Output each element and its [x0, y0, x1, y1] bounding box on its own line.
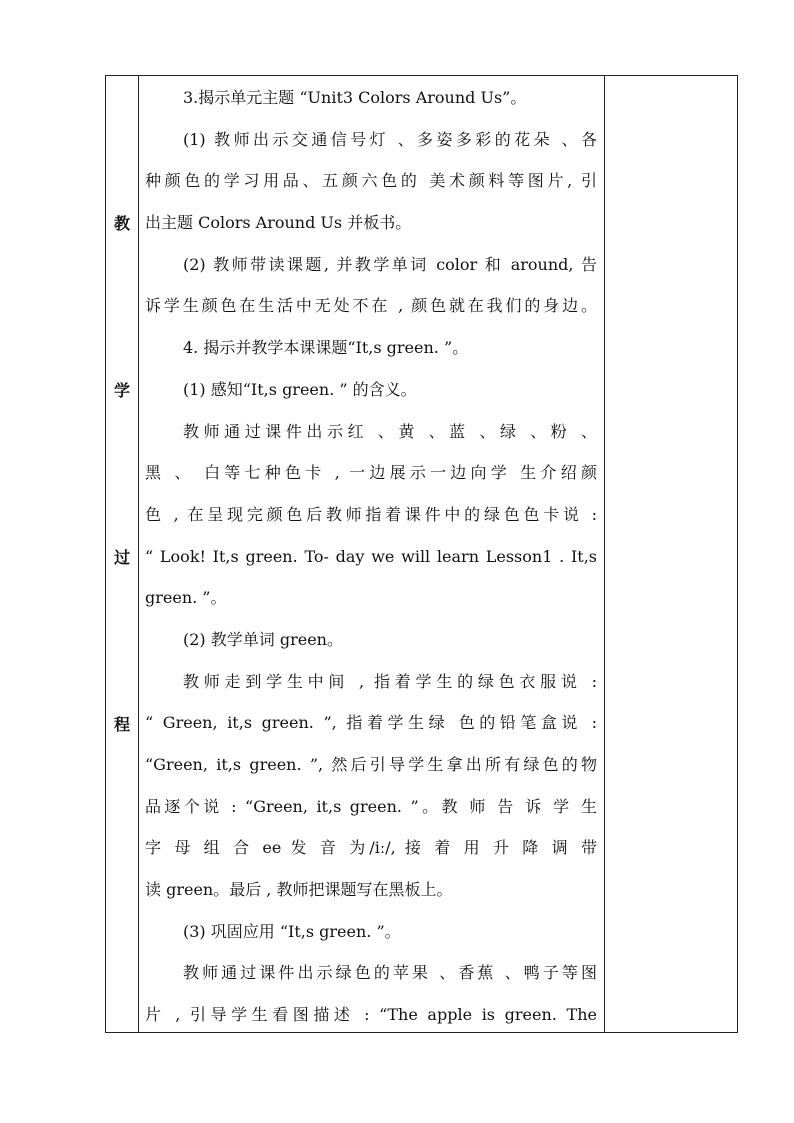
text-line: 字 母 组 合 ee 发 音 为/iː/, 接 着 用 升 降 调 带 [145, 838, 597, 858]
column-divider-left [138, 76, 139, 1032]
text-line: 教师通过课件出示红 、黄 、蓝 、绿 、粉 、 [183, 421, 597, 441]
text-line: “ Look! It,s green. To- day we will learn Lesson1 . It,s [145, 546, 597, 566]
column-divider-right [604, 76, 605, 1032]
text-line: green. ”。 [145, 588, 227, 608]
text-line: (1) 教师出示交通信号灯 、多姿多彩的花朵 、各 [183, 129, 597, 149]
text-line: “ Green, it,s green. ”, 指着学生绿 色的铅笔盒说 : [145, 713, 597, 733]
side-label-char-1: 教 [113, 214, 130, 233]
text-line: “Green, it,s green. ”, 然后引导学生拿出所有绿色的物 [145, 755, 597, 774]
text-line: 黑 、 白等七种色卡 , 一边展示一边向学 生介绍颜 [145, 463, 597, 483]
text-line: (2) 教学单词 green。 [183, 629, 343, 649]
text-line: 教师通过课件出示绿色的苹果 、香蕉 、鸭子等图 [183, 963, 597, 983]
side-label-char-4: 程 [113, 715, 130, 734]
text-line: 教师走到学生中间 , 指着学生的绿色衣服说 : [183, 671, 597, 691]
text-line: 3.揭示单元主题 “Unit3 Colors Around Us”。 [183, 88, 527, 107]
text-line: 4. 揭示并教学本课课题“It,s green. ”。 [183, 338, 469, 358]
text-line: 品逐个说 : “Green, it,s green. ”。教 师 告 诉 学 生 [145, 796, 597, 816]
side-label-char-3: 过 [113, 548, 130, 567]
text-line: 片 , 引导学生看图描述 : “The apple is green. The [145, 1005, 597, 1025]
side-label-char-2: 学 [113, 381, 130, 400]
text-line: (3) 巩固应用 “It,s green. ”。 [183, 921, 401, 941]
text-line: (2) 教师带读课题, 并教学单词 color 和 around, 告 [183, 254, 597, 274]
text-line: 出主题 Colors Around Us 并板书。 [145, 213, 412, 233]
text-line: (1) 感知“It,s green. ” 的含义。 [183, 379, 417, 399]
text-line: 诉学生颜色在生活中无处不在 , 颜色就在我们的身边。 [145, 296, 597, 316]
text-line: 读 green。最后 , 教师把课题写在黑板上。 [145, 880, 453, 900]
lesson-process-content [145, 77, 597, 1036]
text-line: 色 , 在呈现完颜色后教师指着课件中的绿色色卡说 : [145, 504, 597, 524]
text-line: 种颜色的学习用品、五颜六色的 美术颜料等图片, 引 [145, 171, 597, 191]
